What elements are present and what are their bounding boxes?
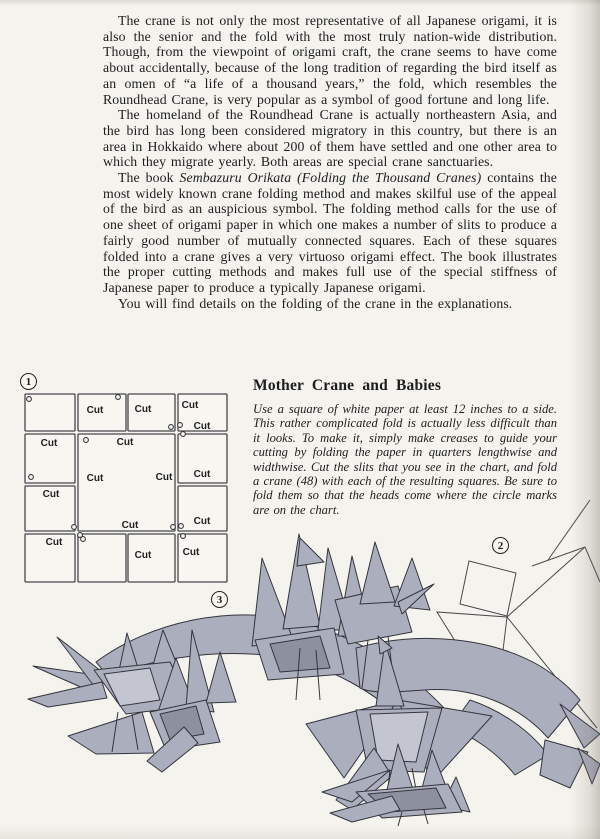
cut-label: Cut (86, 473, 104, 484)
head-position-mark (179, 524, 184, 529)
figure-2-number: 2 (492, 537, 509, 554)
cut-label: Cut (182, 547, 200, 558)
chart-cell (78, 534, 126, 582)
head-position-mark (29, 475, 34, 480)
head-position-mark (27, 397, 32, 402)
cut-label: Cut (86, 405, 104, 416)
head-position-mark (81, 537, 86, 542)
cut-label: Cut (40, 438, 58, 449)
head-position-mark (116, 395, 121, 400)
cutting-chart (25, 394, 227, 582)
cut-label: Cut (116, 437, 134, 448)
head-position-mark (181, 534, 186, 539)
head-position-mark (169, 425, 174, 430)
paragraph-homeland: The homeland of the Roundhead Crane is actually northeastern Asia, and the bird has long been considered migratory in this country, but there is an area in Hokkaido where about 200 of them have settled and one other area to which they migrate yearly. Both areas are special crane sanctuaries. (103, 107, 557, 170)
cut-label: Cut (181, 400, 199, 411)
head-position-mark (84, 438, 89, 443)
figure-1-number: 1 (20, 373, 37, 390)
cut-label: Cut (134, 550, 152, 561)
cut-label: Cut (193, 469, 211, 480)
cut-label: Cut (193, 516, 211, 527)
page-bottom-edge-shadow (0, 825, 600, 839)
figure-3-number: 3 (211, 591, 228, 608)
paragraph-crane-intro: The crane is not only the most representative of all Japanese origami, it is also the senior and the fold with the most truly nation-wide distribution. Though, from the viewpoint of origami craft, the crane seems to have come about accidentally, because of the long tradition of regarding the bird itself as an omen of “a life of a thousand years,” the fold, which resembles the Roundhead Crane, is very popular as a symbol of good fortune and long life. (103, 13, 557, 107)
paragraph-closing: You will find details on the folding of the crane in the explanations. (118, 295, 513, 311)
page-top-edge-shadow (0, 0, 600, 6)
section-instructions: Use a square of white paper at least 12 inches to a side. This rather complicated fold is actually less difficult than it looks. To make it, simply make creases to guide your cutting by folding the paper in quarters lengthwise and widthwise. Cut the slits that you see in the chart, and fold a crane (48) with each of the resulting squares. Be sure to fold them so that the heads come where the circle marks are on the chart. (253, 402, 557, 517)
cut-label: Cut (121, 520, 139, 531)
cut-label: Cut (42, 489, 60, 500)
chart-cell (178, 534, 227, 582)
section-heading: Mother Crane and Babies (253, 377, 442, 394)
head-position-mark (181, 432, 186, 437)
chart-cell (25, 394, 75, 431)
text-segment: The book (118, 170, 180, 186)
cut-label: Cut (155, 472, 173, 483)
cut-label: Cut (193, 421, 211, 432)
page-gutter-shadow (570, 0, 600, 839)
text-segment: contains the most widely known crane folding method and makes skilful use of the appeal of the bird as an auspicious symbol. The folding method calls for the use of one sheet of origami paper in which one makes a number of slits to produce a fairly good number of mutually connected squares. Each of these squares folded into a crane gives a very virtuoso origami effect. The book illustrates the proper cutting methods and makes full use of the special stiffness of Japanese paper to produce a typically Japanese origami. (103, 170, 558, 295)
cut-label: Cut (45, 537, 63, 548)
cut-label: Cut (134, 404, 152, 415)
book-title: Sembazuru Orikata (Folding the Thousand Cranes) (179, 170, 482, 186)
head-position-mark (72, 525, 77, 530)
head-position-mark (178, 423, 183, 428)
head-position-mark (171, 525, 176, 530)
paper-square (460, 561, 516, 616)
